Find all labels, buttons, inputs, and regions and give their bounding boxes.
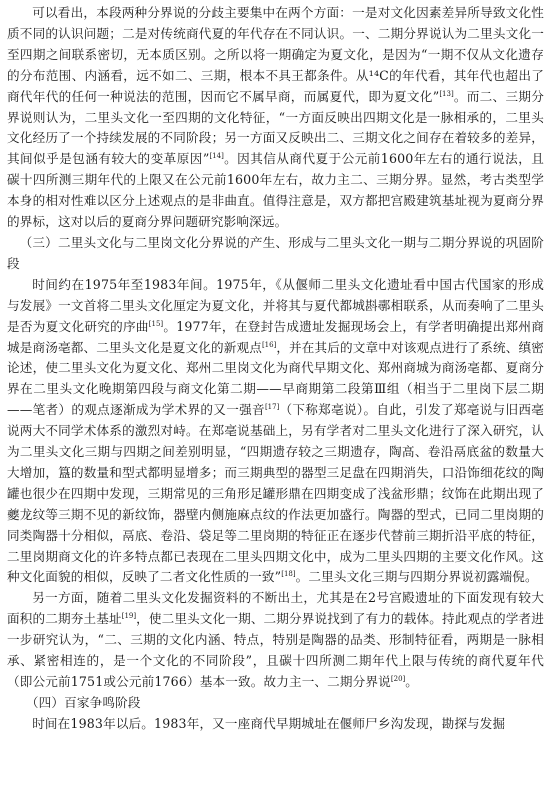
text-run: 。二里头文化三期与四期分界说初露端倪。 xyxy=(295,569,538,585)
citation-ref: [15] xyxy=(148,319,164,328)
body-paragraph xyxy=(7,588,544,693)
text-run: 。因其信从商代夏于公元前1600年左右的通行说法，且碳十四所测三期年代的上限又在公元前1600年左右，故力主二、三期分界。显然，考古类型学本身的相对性难以区分上述观点的是非曲直。值得注意是，双方都把宫殿建筑基址视为夏商分界的界标，这对以后的夏商分界问题研究影响深远。 xyxy=(7,151,545,230)
citation-ref: [16] xyxy=(261,340,277,349)
text-run: 另一方面，随着二里头文化发掘资料的不断出土，尤其是在2号宫殿遗址的下面发现有较大面积的二期夯土基址 xyxy=(7,590,544,627)
text-run: ¹⁴C的年代看，其年代也超出了商代年代的任何一种说法的范围，因而它不属早商，而属夏代，即为夏文化” xyxy=(7,67,545,104)
text-run: 。而二、三期分界说则认为，二里头文化一至四期的文化特征，“一方面反映出四期文化是一脉相承的，二里头文化经历了一个持续发展的不同阶段；另一方面又反映出二、三期文化之间存在着较多的差异，其间似乎是包涵有较大的变革原因” xyxy=(7,88,544,167)
text-run: 时间约在1975年至1983年间。1975年，《从偃师二里头文化遗址看中国古代国家的形成与发展》一文首将二里头文化厘定为夏文化，并将其与夏代都城斟鄩相联系，从而奏响了二里头是否为夏文化研究的序曲 xyxy=(7,276,544,334)
text-run: 可以看出，本段两种分界说的分歧主要集中在两个方面：一是对文化因素差异所导致文化性质不同的认识问题；二是对传统商代夏的年代存在不同认识。一、二期分界说认为二里头文化一至四期之间联系密切，无本质区别。之所以将一期确定为夏文化，是因为“一期不仅从文化遗存的分布范围、内涵看，远不如二、三期，根本不具王都条件。从 xyxy=(7,5,544,83)
body-paragraph xyxy=(7,3,544,233)
body-paragraph xyxy=(7,714,544,735)
text-run: 。 xyxy=(405,674,419,689)
citation-ref: [17] xyxy=(264,403,280,412)
section-heading xyxy=(7,693,544,714)
body-paragraph xyxy=(7,275,544,589)
section-heading xyxy=(7,233,544,275)
citation-ref: [13] xyxy=(439,89,454,98)
text-run: 时间在1983年以后。1983年，又一座商代早期城址在偃师尸乡沟发现，勘探与发掘 xyxy=(32,715,506,731)
text-run: 。1977年，在登封告成遗址发掘现场会上，有学者明确提出郑州商城是商汤亳都、二里头文化是夏文化的新观点 xyxy=(7,318,544,355)
text-run: （三）二里头文化与二里岗文化分界说的产生、形成与二里头文化一期与二期分界说的巩固阶段 xyxy=(7,234,544,271)
text-run: ，使二里头文化一期、二期分界说找到了有力的载体。持此观点的学者进一步研究认为，“二、三期的文化内涵、特点，特别是陶器的品类、形制特征看，两期是一脉相承、紧密相连的，是一个文化的不同阶段”，且碳十四所测二期年代上限与传统的商代夏年代（即公元前1751或公元前1766）基本一致。故力主一、二期分界说 xyxy=(7,611,544,689)
citation-ref: [19] xyxy=(121,612,137,621)
text-run: ，并在其后的文章中对该观点进行了系统、缜密论述，使二里头文化为夏文化、郑州二里岗文化为商代早期文化、郑州商城为商汤亳都、夏商分界在二里头文化晚期第四段与商文化第二期——早商期第二段第Ⅲ组（相当于二里岗下层二期——笔者）的观点逐渐成为学术界的又一强音 xyxy=(7,339,544,418)
text-run: （四）百家争鸣阶段 xyxy=(25,694,141,710)
text-run: （下称郑亳说）。自此，引发了郑亳说与旧西亳说两大不同学术体系的激烈对峙。在郑亳说基础上，另有学者对二里头文化进行了深入研究，认为二里头文化三期与四期之间差别明显，“四期遗存较之三期遗存，陶高、卷沿鬲底盆的数量大大增加，簋的数量和型式都明显增多；而三期典型的器型三足盘在四期消失，口沿饰细花纹的陶罐也很少在四期中发现，三期常见的三角形足罐形鼎在四期变成了浅盆形鼎；纹饰在此期出现了夔龙纹等三期不见的新纹饰，器壁内侧施麻点纹的作法更加盛行。陶器的型式，已同二里岗期的同类陶器十分相似，鬲底、卷沿、袋足等二里岗期的特征正在逐步代替前三期折沿平底的特征，二里岗期商文化的许多特点都已表现在二里头四期文化中，成为二里头四期的主要文化作风。这种文化面貌的相似，反映了二者文化性质的一致” xyxy=(7,402,545,585)
citation-ref: [14] xyxy=(209,152,224,161)
citation-ref: [20] xyxy=(390,675,406,683)
citation-ref: [18] xyxy=(281,570,296,579)
